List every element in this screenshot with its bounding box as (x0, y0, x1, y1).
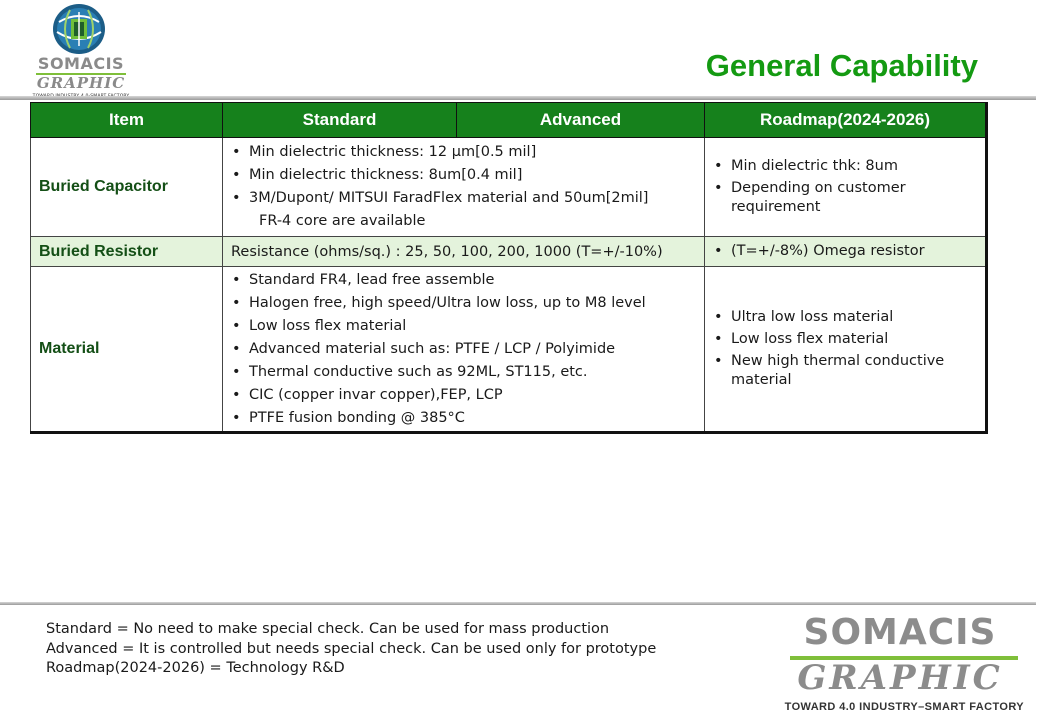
table-row-buried-resistor (31, 237, 987, 267)
list-item: • Halogen free, high speed/Ultra low loss, up to M8 level (231, 292, 696, 315)
logo-brand-bottom: GRAPHIC (797, 658, 1003, 698)
logo-brand-bottom: GRAPHIC (36, 74, 126, 92)
list-item: • Min dielectric thk: 8um (713, 157, 977, 176)
list-item-continuation: FR-4 core are available (259, 213, 426, 229)
row-label: Buried Resistor (31, 237, 223, 267)
logo-brand-top: SOMACIS (803, 612, 997, 653)
roadmap-cell (705, 138, 987, 237)
list-item: • Thermal conductive such as 92ML, ST115, etc. (231, 361, 696, 384)
header-item: Item (31, 103, 223, 138)
footer-divider (0, 602, 1036, 605)
legend-notes (46, 620, 656, 679)
list-item: • Min dielectric thickness: 12 µm[0.5 mil] (231, 141, 696, 164)
roadmap-cell (705, 267, 987, 433)
list-item: • PTFE fusion bonding @ 385°C (231, 407, 696, 430)
table-row-material (31, 267, 987, 433)
list-item: • New high thermal conductive material (713, 352, 977, 390)
capability-table (30, 102, 988, 434)
roadmap-list (713, 157, 977, 217)
company-logo-bottom (780, 612, 1030, 716)
roadmap-list (713, 240, 977, 263)
list-item: • Advanced material such as: PTFE / LCP / Polyimide (231, 338, 696, 361)
list-item: • CIC (copper invar copper),FEP, LCP (231, 384, 696, 407)
page-title: General Capability (705, 48, 978, 83)
list-item: • 3M/Dupont/ MITSUI FaradFlex material and 50um[2mil] (231, 187, 696, 210)
list-item: • Min dielectric thickness: 8um[0.4 mil] (231, 164, 696, 187)
row-label: Buried Capacitor (31, 138, 223, 237)
header-standard: Standard (223, 103, 457, 138)
row-label: Material (31, 267, 223, 433)
header-roadmap: Roadmap(2024-2026) (705, 103, 987, 138)
standard-cell (223, 138, 705, 237)
roadmap-cell (705, 237, 987, 267)
list-item: • (T=+/-8%) Omega resistor (713, 240, 977, 263)
note-advanced: Advanced = It is controlled but needs special check. Can be used only for prototype (46, 640, 657, 657)
logo-tagline-footer: TOWARD 4.0 INDUSTRY–SMART FACTORY (784, 701, 1024, 713)
note-standard: Standard = No need to make special check. Can be used for mass production (46, 621, 610, 637)
company-logo-top (28, 2, 134, 100)
standard-list (231, 141, 696, 233)
header-advanced: Advanced (457, 103, 705, 138)
roadmap-list (713, 308, 977, 390)
list-item: • Low loss flex material (231, 315, 696, 338)
logo-brand-top: SOMACIS (37, 54, 125, 73)
list-item: • Low loss flex material (713, 330, 977, 349)
note-roadmap: Roadmap(2024-2026) = Technology R&D (46, 660, 345, 676)
table-header-row (31, 103, 987, 138)
header-divider (0, 96, 1036, 100)
list-item: • Depending on customer requirement (713, 179, 977, 217)
standard-list (231, 269, 696, 430)
list-item: • Standard FR4, lead free assemble (231, 269, 696, 292)
table-row-buried-capacitor (31, 138, 987, 237)
standard-cell: Resistance (ohms/sq.) : 25, 50, 100, 200, 1000 (T=+/-10%) (223, 237, 705, 267)
standard-cell (223, 267, 705, 433)
globe-icon (46, 2, 112, 56)
list-item: • Ultra low loss material (713, 308, 977, 327)
